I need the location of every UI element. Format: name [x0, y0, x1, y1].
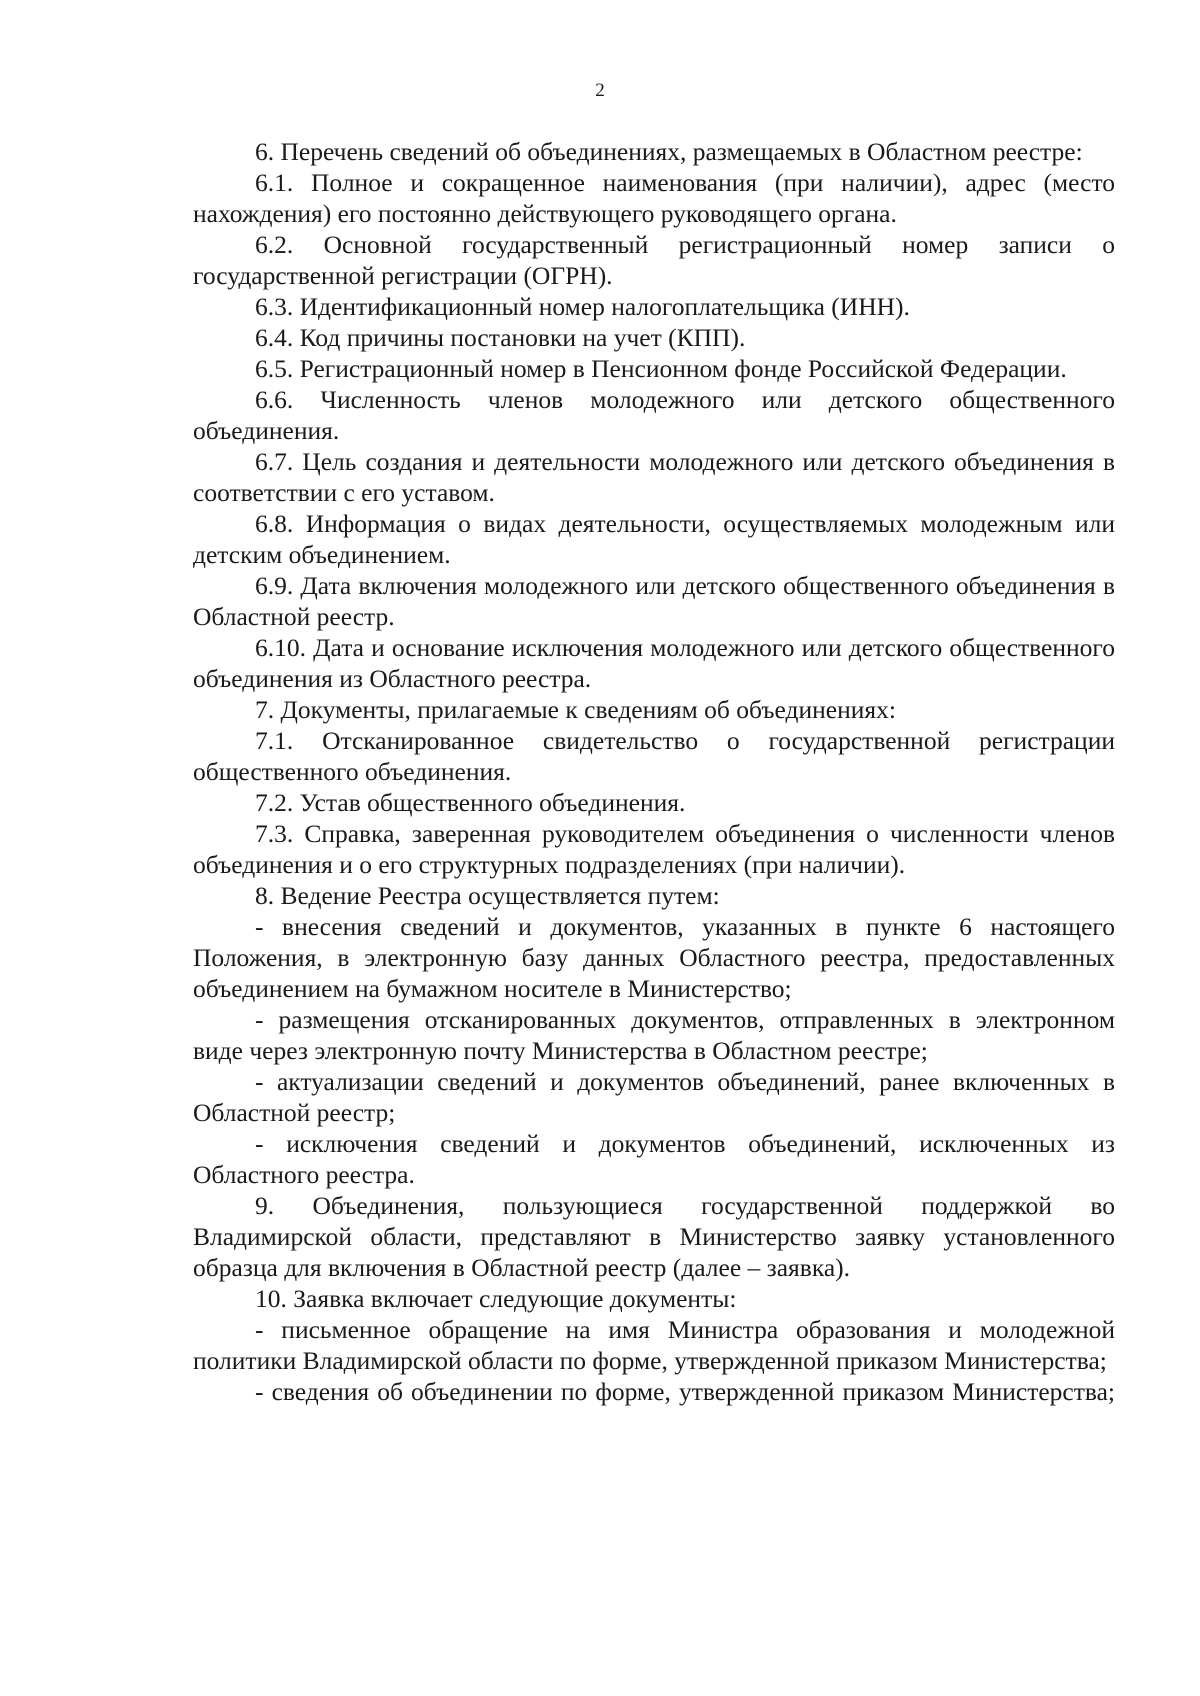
paragraph-6-1: 6.1. Полное и сокращенное наименования (при наличии), адрес (место нахождения) его постоянно действующего руководящего органа.	[193, 168, 1115, 228]
paragraph-7-2: 7.2. Устав общественного объединения.	[255, 788, 686, 817]
paragraph-7: 7. Документы, прилагаемые к сведениям об объединениях:	[255, 695, 896, 724]
paragraph-6-4: 6.4. Код причины постановки на учет (КПП).	[255, 323, 746, 352]
paragraph-6-10: 6.10. Дата и основание исключения молодежного или детского общественного объединения из Областного реестра.	[193, 633, 1115, 693]
list-item-entry: - внесения сведений и документов, указанных в пункте 6 настоящего Положения, в электронную базу данных Областного реестра, предоставленных объединением на бумажном носителе в Министерство;	[193, 912, 1115, 1003]
paragraph-6: 6. Перечень сведений об объединениях, размещаемых в Областном реестре:	[255, 137, 1083, 166]
paragraph-7-3: 7.3. Справка, заверенная руководителем объединения о численности членов объединения и о его структурных подразделениях (при наличии).	[193, 819, 1115, 879]
list-item-application-letter: - письменное обращение на имя Министра образования и молодежной политики Владимирской области по форме, утвержденной приказом Министерства;	[193, 1315, 1115, 1375]
paragraph-6-8: 6.8. Информация о видах деятельности, осуществляемых молодежным или детским объединением.	[193, 509, 1115, 569]
paragraph-6-5: 6.5. Регистрационный номер в Пенсионном фонде Российской Федерации.	[255, 354, 1067, 383]
list-item-exclusion: - исключения сведений и документов объединений, исключенных из Областного реестра.	[193, 1129, 1115, 1189]
paragraph-6-3: 6.3. Идентификационный номер налогоплательщика (ИНН).	[255, 292, 910, 321]
paragraph-7-1: 7.1. Отсканированное свидетельство о государственной регистрации общественного объединения.	[193, 726, 1115, 786]
paragraph-6-9: 6.9. Дата включения молодежного или детского общественного объединения в Областной реестр.	[193, 571, 1115, 631]
page-number: 2	[595, 80, 605, 101]
list-item-scanned: - размещения отсканированных документов, отправленных в электронном виде через электронную почту Министерства в Областном реестре;	[193, 1005, 1115, 1065]
list-item-update: - актуализации сведений и документов объединений, ранее включенных в Областной реестр;	[193, 1067, 1115, 1127]
paragraph-10: 10. Заявка включает следующие документы:	[255, 1284, 737, 1313]
list-item-association-info: - сведения об объединении по форме, утвержденной приказом Министерства;	[255, 1377, 1115, 1406]
document-body	[193, 136, 1115, 1407]
paragraph-6-6: 6.6. Численность членов молодежного или детского общественного объединения.	[193, 385, 1115, 445]
paragraph-9: 9. Объединения, пользующиеся государственной поддержкой во Владимирской области, представляют в Министерство заявку установленного образца для включения в Областной реестр (далее – заявка).	[193, 1191, 1115, 1282]
paragraph-6-7: 6.7. Цель создания и деятельности молодежного или детского объединения в соответствии с его уставом.	[193, 447, 1115, 507]
paragraph-8: 8. Ведение Реестра осуществляется путем:	[255, 881, 720, 910]
paragraph-6-2: 6.2. Основной государственный регистрационный номер записи о государственной регистрации (ОГРН).	[193, 230, 1115, 290]
